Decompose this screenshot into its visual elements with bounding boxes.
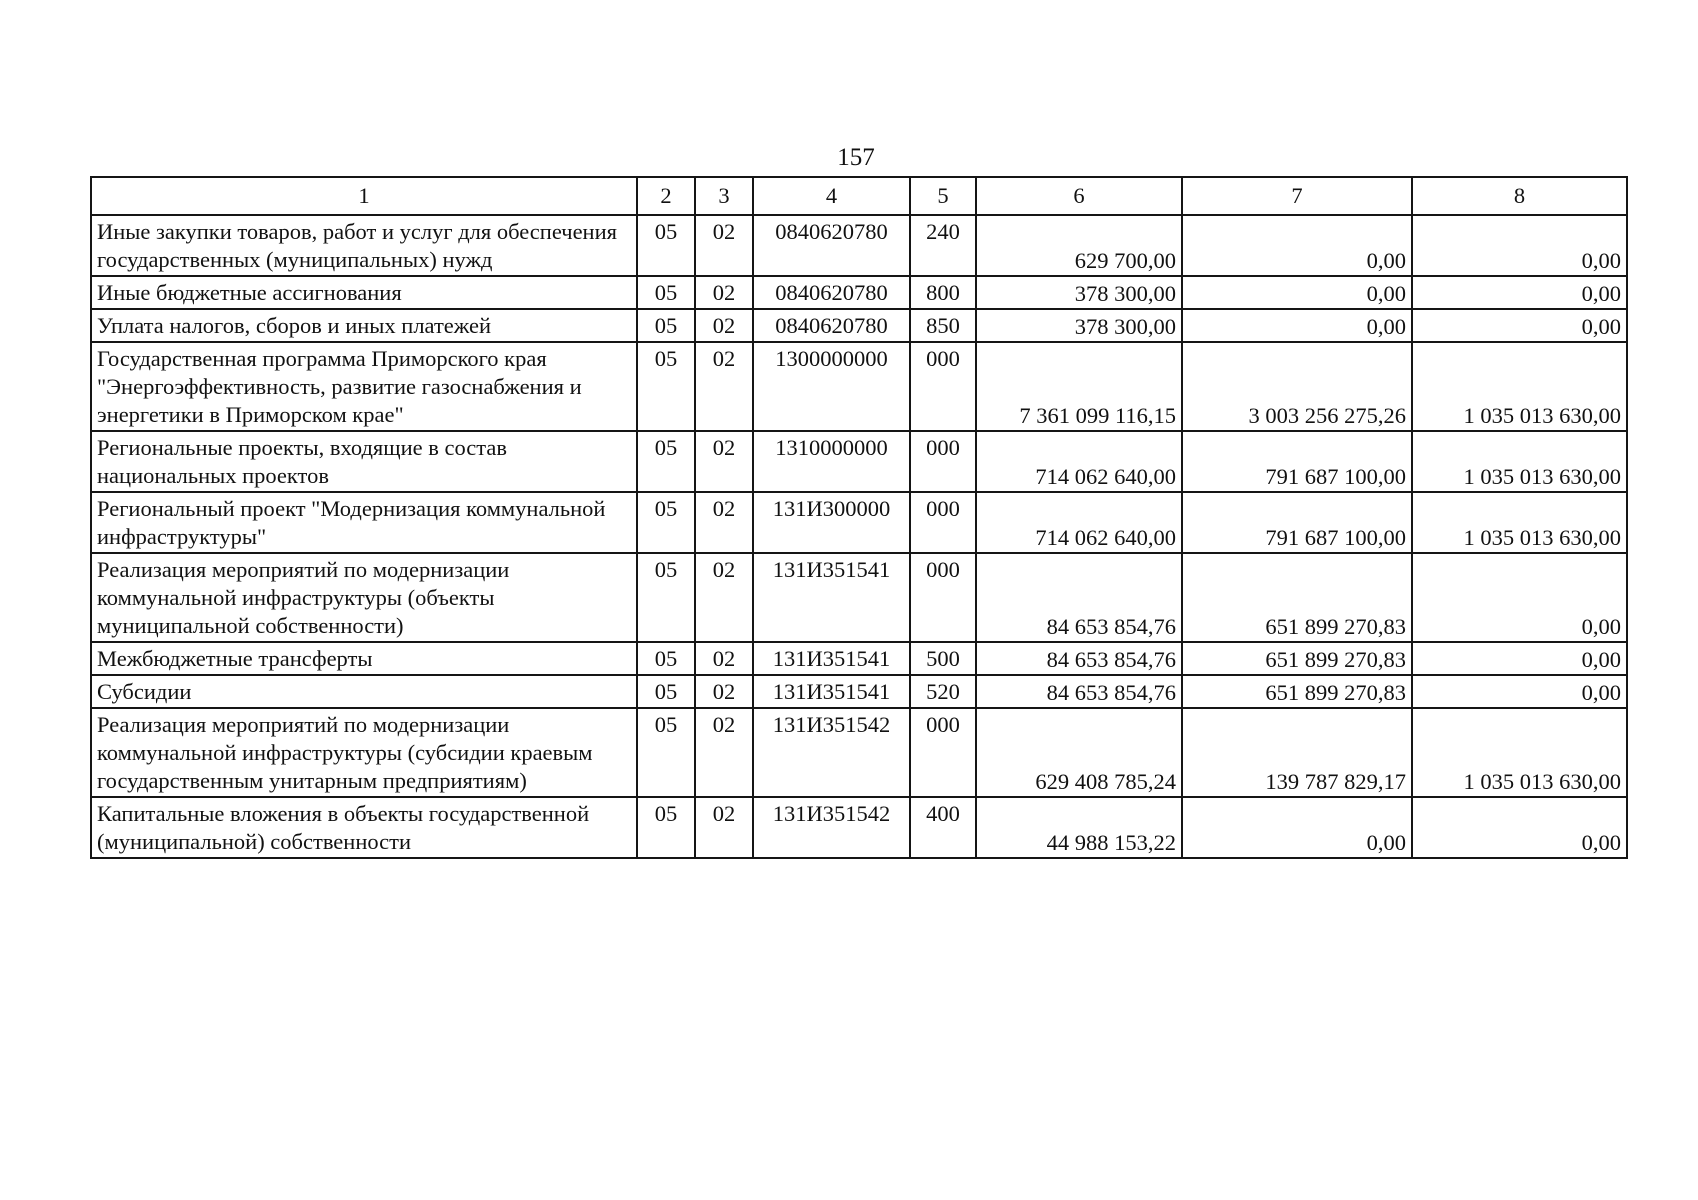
table-row	[91, 431, 1627, 492]
target-article-code: 0840620780	[753, 276, 910, 309]
table-row	[91, 309, 1627, 342]
section-code: 05	[637, 309, 695, 342]
subsection-code: 02	[695, 276, 753, 309]
expense-type-code: 000	[910, 708, 976, 797]
table-row	[91, 797, 1627, 858]
amount-col8: 1 035 013 630,00	[1412, 431, 1627, 492]
target-article-code: 131И300000	[753, 492, 910, 553]
amount-col6: 629 408 785,24	[976, 708, 1182, 797]
subsection-code: 02	[695, 342, 753, 431]
subsection-code: 02	[695, 553, 753, 642]
table-row	[91, 342, 1627, 431]
row-name: Уплата налогов, сборов и иных платежей	[91, 309, 637, 342]
row-name: Капитальные вложения в объекты государственной (муниципальной) собственности	[91, 797, 637, 858]
amount-col8: 1 035 013 630,00	[1412, 492, 1627, 553]
amount-col6: 378 300,00	[976, 309, 1182, 342]
section-code: 05	[637, 642, 695, 675]
amount-col8: 1 035 013 630,00	[1412, 708, 1627, 797]
table-row	[91, 276, 1627, 309]
expense-type-code: 000	[910, 342, 976, 431]
subsection-code: 02	[695, 675, 753, 708]
expense-type-code: 240	[910, 215, 976, 276]
table-row	[91, 553, 1627, 642]
subsection-code: 02	[695, 642, 753, 675]
section-code: 05	[637, 342, 695, 431]
amount-col7: 0,00	[1182, 215, 1412, 276]
table-row	[91, 492, 1627, 553]
amount-col6: 84 653 854,76	[976, 675, 1182, 708]
expense-type-code: 500	[910, 642, 976, 675]
amount-col8: 0,00	[1412, 553, 1627, 642]
amount-col8: 1 035 013 630,00	[1412, 342, 1627, 431]
expense-type-code: 800	[910, 276, 976, 309]
column-header: 4	[753, 177, 910, 215]
header-row	[91, 177, 1627, 215]
amount-col7: 0,00	[1182, 797, 1412, 858]
row-name: Региональный проект "Модернизация коммунальной инфраструктуры"	[91, 492, 637, 553]
expense-type-code: 520	[910, 675, 976, 708]
row-name: Государственная программа Приморского края "Энергоэффективность, развитие газоснабжения и энергетики в Приморском крае"	[91, 342, 637, 431]
amount-col7: 791 687 100,00	[1182, 431, 1412, 492]
amount-col7: 0,00	[1182, 276, 1412, 309]
row-name: Субсидии	[91, 675, 637, 708]
target-article-code: 131И351542	[753, 797, 910, 858]
amount-col6: 714 062 640,00	[976, 492, 1182, 553]
amount-col6: 7 361 099 116,15	[976, 342, 1182, 431]
amount-col6: 714 062 640,00	[976, 431, 1182, 492]
subsection-code: 02	[695, 797, 753, 858]
amount-col6: 629 700,00	[976, 215, 1182, 276]
amount-col8: 0,00	[1412, 276, 1627, 309]
row-name: Реализация мероприятий по модернизации коммунальной инфраструктуры (объекты муниципальной собственности)	[91, 553, 637, 642]
section-code: 05	[637, 675, 695, 708]
subsection-code: 02	[695, 309, 753, 342]
budget-table	[90, 176, 1628, 859]
table-row	[91, 215, 1627, 276]
row-name: Межбюджетные трансферты	[91, 642, 637, 675]
row-name: Реализация мероприятий по модернизации коммунальной инфраструктуры (субсидии краевым государственным унитарным предприятиям)	[91, 708, 637, 797]
amount-col7: 0,00	[1182, 309, 1412, 342]
column-header: 2	[637, 177, 695, 215]
section-code: 05	[637, 797, 695, 858]
target-article-code: 131И351541	[753, 675, 910, 708]
target-article-code: 1300000000	[753, 342, 910, 431]
row-name: Региональные проекты, входящие в состав национальных проектов	[91, 431, 637, 492]
expense-type-code: 000	[910, 431, 976, 492]
column-header: 5	[910, 177, 976, 215]
subsection-code: 02	[695, 708, 753, 797]
expense-type-code: 400	[910, 797, 976, 858]
table-row	[91, 675, 1627, 708]
amount-col8: 0,00	[1412, 642, 1627, 675]
amount-col7: 651 899 270,83	[1182, 553, 1412, 642]
section-code: 05	[637, 431, 695, 492]
amount-col7: 791 687 100,00	[1182, 492, 1412, 553]
amount-col7: 139 787 829,17	[1182, 708, 1412, 797]
target-article-code: 0840620780	[753, 215, 910, 276]
target-article-code: 0840620780	[753, 309, 910, 342]
amount-col8: 0,00	[1412, 309, 1627, 342]
expense-type-code: 000	[910, 492, 976, 553]
subsection-code: 02	[695, 431, 753, 492]
section-code: 05	[637, 276, 695, 309]
target-article-code: 131И351542	[753, 708, 910, 797]
target-article-code: 131И351541	[753, 642, 910, 675]
column-header: 1	[91, 177, 637, 215]
amount-col7: 3 003 256 275,26	[1182, 342, 1412, 431]
table-row	[91, 708, 1627, 797]
amount-col8: 0,00	[1412, 675, 1627, 708]
section-code: 05	[637, 553, 695, 642]
expense-type-code: 850	[910, 309, 976, 342]
target-article-code: 1310000000	[753, 431, 910, 492]
row-name: Иные закупки товаров, работ и услуг для обеспечения государственных (муниципальных) нужд	[91, 215, 637, 276]
column-header: 3	[695, 177, 753, 215]
column-header: 6	[976, 177, 1182, 215]
row-name: Иные бюджетные ассигнования	[91, 276, 637, 309]
section-code: 05	[637, 492, 695, 553]
amount-col7: 651 899 270,83	[1182, 675, 1412, 708]
amount-col6: 44 988 153,22	[976, 797, 1182, 858]
section-code: 05	[637, 708, 695, 797]
amount-col6: 84 653 854,76	[976, 553, 1182, 642]
amount-col7: 651 899 270,83	[1182, 642, 1412, 675]
section-code: 05	[637, 215, 695, 276]
table-row	[91, 642, 1627, 675]
amount-col8: 0,00	[1412, 797, 1627, 858]
subsection-code: 02	[695, 492, 753, 553]
page-number: 157	[837, 144, 875, 171]
amount-col8: 0,00	[1412, 215, 1627, 276]
target-article-code: 131И351541	[753, 553, 910, 642]
amount-col6: 84 653 854,76	[976, 642, 1182, 675]
subsection-code: 02	[695, 215, 753, 276]
column-header: 7	[1182, 177, 1412, 215]
column-header: 8	[1412, 177, 1627, 215]
amount-col6: 378 300,00	[976, 276, 1182, 309]
expense-type-code: 000	[910, 553, 976, 642]
